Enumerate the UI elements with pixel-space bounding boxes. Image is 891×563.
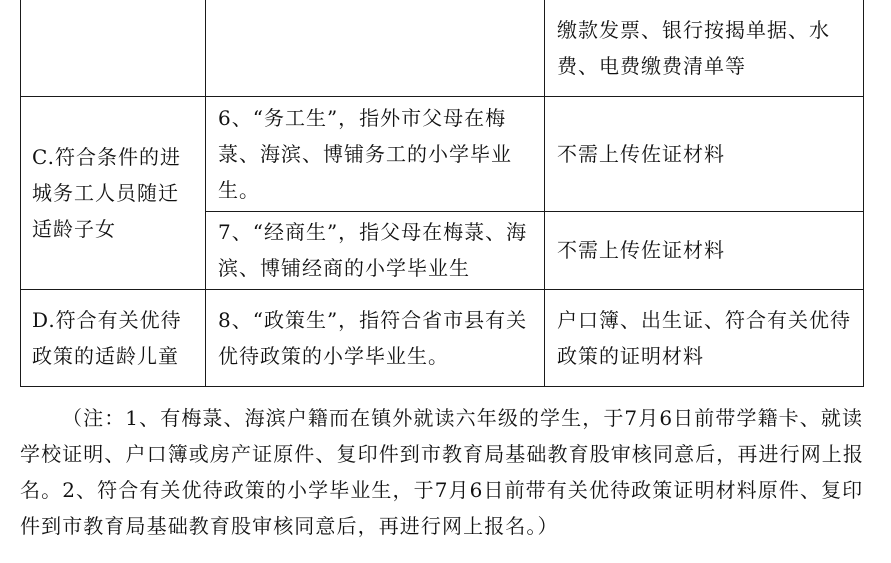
table-row <box>21 289 864 386</box>
student-type-text: 8、“政策生”，指符合省市县有关优待政策的小学毕业生。 <box>218 307 528 368</box>
student-type-cell <box>206 211 545 289</box>
student-type-text: 6、“务工生”，指外市父母在梅菉、海滨、博铺务工的小学毕业生。 <box>218 105 512 202</box>
table-row <box>21 96 864 211</box>
materials-cell <box>545 211 864 289</box>
student-type-cell <box>206 0 545 96</box>
materials-text: 户口簿、出生证、符合有关优待政策的证明材料 <box>557 307 851 368</box>
enrollment-requirements-table <box>20 0 864 387</box>
materials-cell <box>545 96 864 211</box>
category-text: D.符合有关优待政策的适龄儿童 <box>32 307 182 368</box>
materials-cell <box>545 0 864 96</box>
category-text: C.符合条件的进城务工人员随迁适龄子女 <box>32 144 181 241</box>
category-cell <box>21 96 206 289</box>
student-type-cell <box>206 289 545 386</box>
student-type-text: 7、“经商生”，指父母在梅菉、海滨、博铺经商的小学毕业生 <box>218 220 528 280</box>
footnote: （注：1、有梅菉、海滨户籍而在镇外就读六年级的学生，于7月6日前带学籍卡、就读学校证明、户口簿或房产证原件、复印件到市教育局基础教育股审核同意后，再进行网上报名。2、符合有关优待政策的小学毕业生，于7月6日前带有关优待政策证明材料原件、复印件到市教育局基础教育股审核同意后，再进行网上报名。） <box>20 406 864 538</box>
materials-text: 不需上传佐证材料 <box>557 238 725 262</box>
materials-cell <box>545 289 864 386</box>
student-type-cell <box>206 96 545 211</box>
materials-text: 不需上传佐证材料 <box>557 141 725 166</box>
category-cell <box>21 289 206 386</box>
table-row <box>21 0 864 96</box>
category-cell <box>21 0 206 96</box>
materials-text: 缴款发票、银行按揭单据、水费、电费缴费清单等 <box>557 17 830 78</box>
